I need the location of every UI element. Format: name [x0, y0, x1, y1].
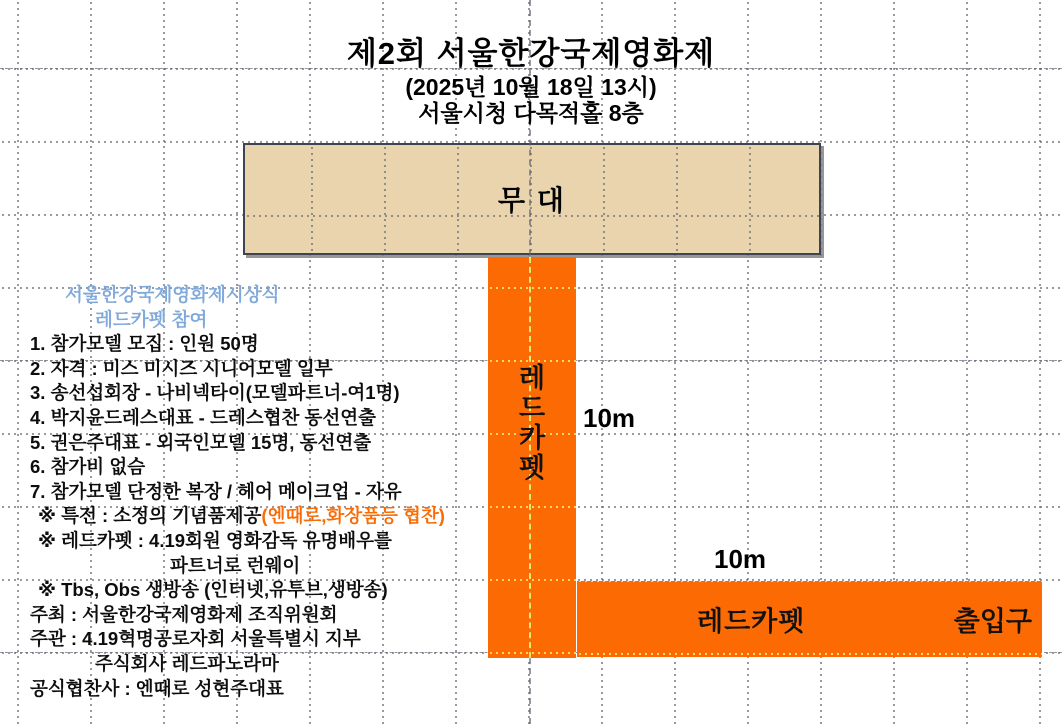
- info-line: [30, 308, 510, 333]
- info-line-segment: 6. 참가비 없슴: [30, 456, 146, 478]
- carpet-length-horizontal-label: 10m: [714, 544, 767, 574]
- carpet-length-vertical-label: 10m: [583, 403, 636, 433]
- info-line: [30, 480, 510, 505]
- info-line-segment: 1. 참가모델 모집 : 인원 50명: [30, 333, 259, 355]
- vertical-label-char: 드: [518, 393, 546, 423]
- festival-title: 제2회 서울한강국제영화제: [346, 36, 716, 71]
- info-line-segment: ※ 레드카펫 : 4.19회원 영화감독 유명배우를: [38, 529, 392, 551]
- stage-area: [243, 143, 821, 255]
- info-line: [30, 406, 510, 431]
- info-line-segment: 4. 박지윤드레스대표 - 드레스협찬 동선연출: [30, 406, 376, 428]
- info-line: [30, 381, 510, 406]
- info-line-segment: 3. 송선섭회장 - 나비넥타이(모델파트너-여1명): [30, 382, 400, 404]
- info-line-segment: 2. 자격 : 미스 미시즈 시니어모델 일부: [30, 357, 333, 379]
- info-line: [30, 578, 510, 603]
- info-line: [30, 603, 510, 628]
- stage-label: 무 대: [498, 185, 566, 216]
- info-line: [30, 627, 510, 652]
- info-line-segment: 5. 권은주대표 - 외국인모델 15명, 동선연출: [30, 431, 372, 453]
- info-line-segment: (엔때로,화장품등 협찬): [261, 505, 445, 527]
- info-line-segment: 주관 : 4.19혁명공로자회 서울특별시 지부: [30, 628, 361, 650]
- event-title-block: [0, 34, 1062, 126]
- vertical-label-char: 레: [518, 363, 546, 393]
- info-line: [30, 283, 510, 308]
- event-datetime: (2025년 10월 18일 13시): [405, 74, 657, 100]
- info-line: [30, 677, 510, 702]
- info-line-segment: 주최 : 서울한강국제영화제 조직위원회: [30, 603, 338, 625]
- info-line-segment: 공식협찬사 : 엔때로 성현주대표: [30, 677, 284, 699]
- info-line-segment: 파트너로 런웨이: [170, 554, 301, 576]
- info-line-segment: 서울한강국제영화제시상식: [65, 284, 280, 305]
- info-line: [30, 332, 510, 357]
- info-line: [30, 554, 510, 579]
- info-line: [30, 431, 510, 456]
- info-line-segment: ※ 특전 : 소정의 기념품제공: [38, 505, 262, 527]
- info-line-segment: 레드카펫 참여: [95, 308, 208, 330]
- vertical-label-char: 카: [518, 423, 546, 453]
- info-line: [30, 529, 510, 554]
- entrance-label: 출입구: [953, 606, 1032, 637]
- info-line: [30, 504, 510, 529]
- info-line: [30, 455, 510, 480]
- info-line: [30, 357, 510, 382]
- event-venue: 서울시청 다목적홀 8층: [418, 100, 644, 126]
- info-line-segment: 7. 참가모델 단정한 복장 / 헤어 메이크업 - 자유: [30, 480, 402, 502]
- info-line: [30, 652, 510, 677]
- vertical-label-char: 펫: [518, 453, 546, 483]
- info-line-segment: 주식회사 레드파노라마: [95, 652, 279, 674]
- red-carpet-horizontal: [577, 581, 1042, 657]
- event-info-list: [30, 283, 510, 701]
- red-carpet-horizontal-label: 레드카펫: [697, 606, 806, 637]
- info-line-segment: ※ Tbs, Obs 생방송 (인터넷,유투브,생방송): [38, 579, 388, 601]
